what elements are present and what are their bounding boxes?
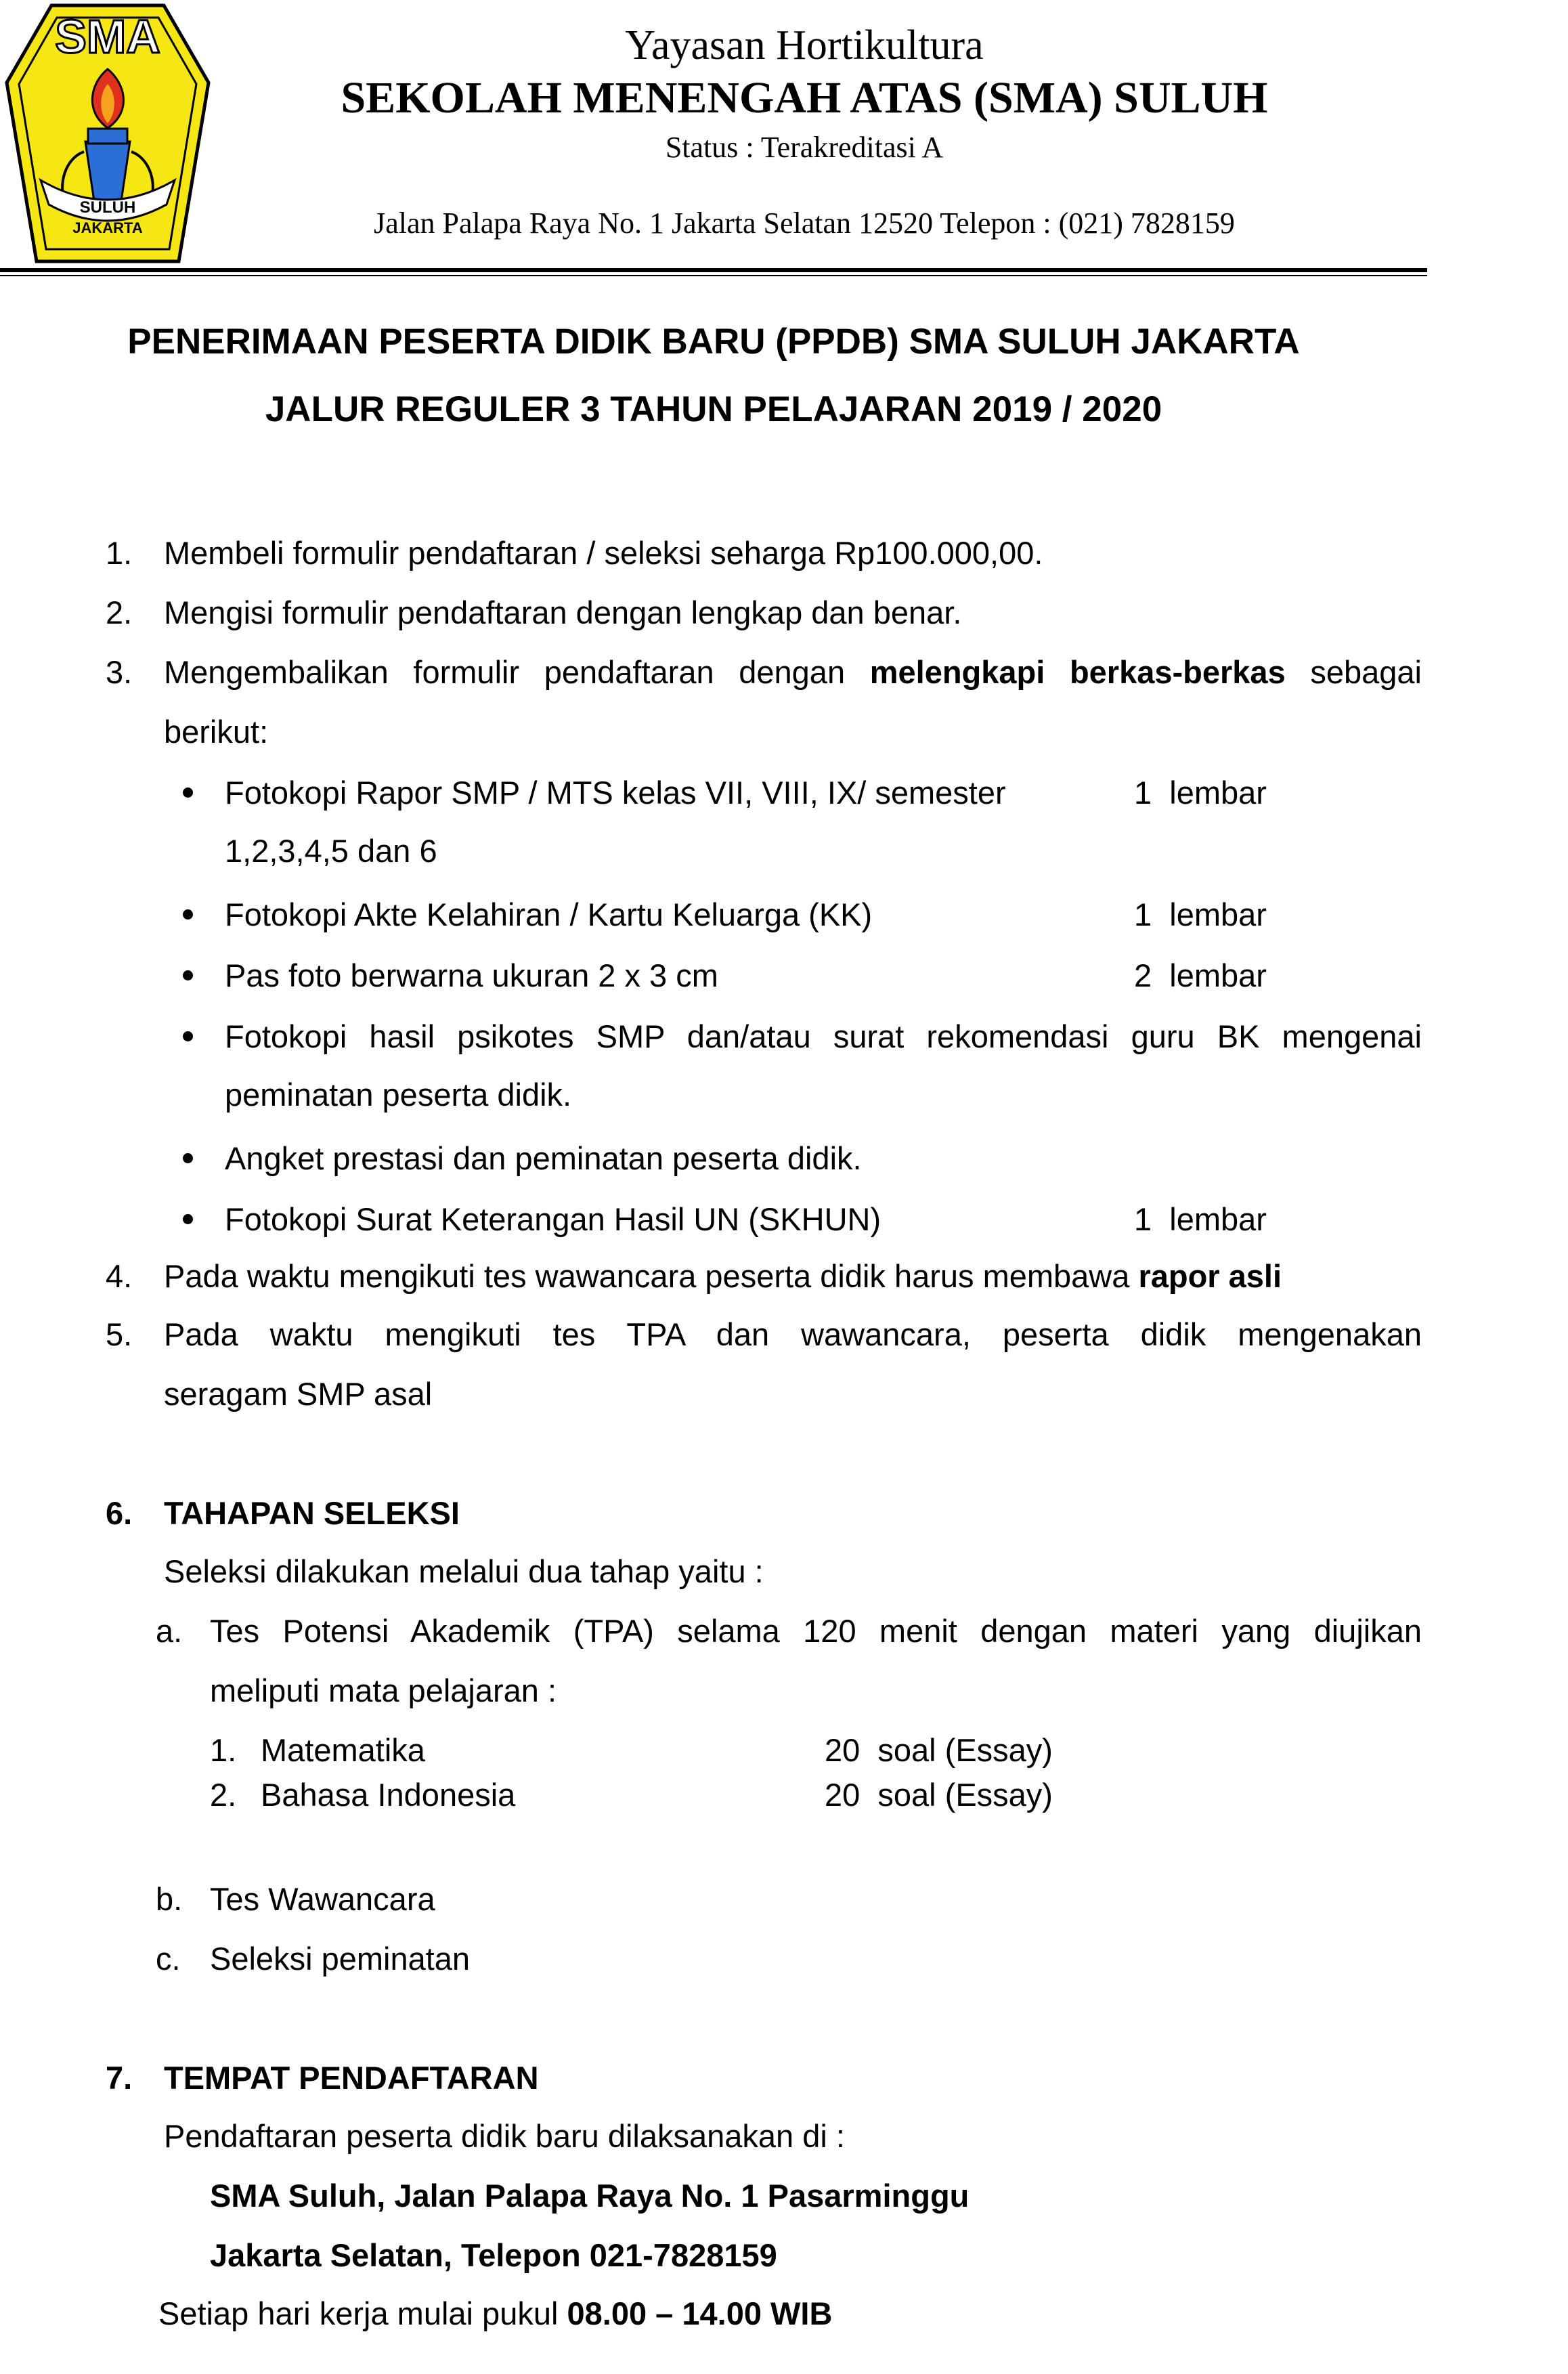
registration-place-line1: SMA Suluh, Jalan Palapa Raya No. 1 Pasarminggu bbox=[210, 2178, 970, 2214]
letterhead-divider-thin bbox=[0, 275, 1427, 276]
item-number: 4. bbox=[106, 1258, 133, 1294]
item-text-regular: Mengembalikan formulir pendaftaran dengan bbox=[164, 654, 870, 690]
document-item-text: Fotokopi Rapor SMP / MTS kelas VII, VIII, IX/ semester bbox=[225, 775, 1006, 811]
item-number: 3. bbox=[106, 654, 133, 690]
document-item-text: Angket prestasi dan peminatan peserta didik. bbox=[225, 1140, 862, 1176]
section-intro: Seleksi dilakukan melalui dua tahap yaitu : bbox=[164, 1553, 764, 1589]
sub-item-continuation: meliputi mata pelajaran : bbox=[210, 1672, 557, 1708]
item-text-regular: sebagai bbox=[1285, 654, 1422, 690]
document-item-quantity: 2 lembar bbox=[1134, 957, 1267, 993]
item-text-continuation: seragam SMP asal bbox=[164, 1376, 433, 1412]
logo-ribbon-text: SULUH bbox=[79, 198, 136, 217]
letterhead-divider-thick bbox=[0, 268, 1427, 272]
item-text-regular: Pada waktu mengikuti tes wawancara peserta didik harus membawa bbox=[164, 1258, 1139, 1294]
bullet-icon bbox=[183, 909, 193, 920]
item-text-bold: melengkapi berkas-berkas bbox=[869, 654, 1286, 690]
item-text: Membeli formulir pendaftaran / seleksi seharga Rp100.000,00. bbox=[164, 535, 1043, 571]
item-text bbox=[164, 1260, 1282, 1292]
section-number: 7. bbox=[106, 2060, 133, 2096]
item-number: 2. bbox=[106, 595, 133, 630]
subject-detail: 20 soal (Essay) bbox=[825, 1732, 1053, 1768]
registration-hours-label: Setiap hari kerja mulai pukul bbox=[158, 2295, 567, 2331]
document-item-text: Fotokopi hasil psikotes SMP dan/atau surat rekomendasi guru BK mengenai bbox=[225, 1018, 1422, 1054]
document-item-quantity: 1 lembar bbox=[1134, 1201, 1267, 1237]
section-heading: TAHAPAN SELEKSI bbox=[164, 1495, 460, 1531]
registration-hours bbox=[158, 2297, 832, 2329]
school-address: Jalan Palapa Raya No. 1 Jakarta Selatan 12520 Telepon : (021) 7828159 bbox=[374, 207, 1235, 240]
subject-number: 1. bbox=[210, 1732, 237, 1768]
section-heading: TEMPAT PENDAFTARAN bbox=[164, 2060, 539, 2096]
document-title-line2: JALUR REGULER 3 TAHUN PELAJARAN 2019 / 2020 bbox=[265, 389, 1162, 429]
document-item-quantity: 1 lembar bbox=[1134, 775, 1267, 811]
sub-item-text: Seleksi peminatan bbox=[210, 1941, 471, 1977]
accreditation-status: Status : Terakreditasi A bbox=[665, 131, 944, 164]
registration-place-line2: Jakarta Selatan, Telepon 021-7828159 bbox=[210, 2237, 777, 2273]
sub-item-text: Tes Wawancara bbox=[210, 1881, 435, 1917]
bullet-icon bbox=[183, 970, 193, 980]
registration-hours-time: 08.00 – 14.00 WIB bbox=[567, 2295, 833, 2331]
document-item-continuation: 1,2,3,4,5 dan 6 bbox=[225, 833, 437, 869]
bullet-icon bbox=[183, 1153, 193, 1163]
section-intro: Pendaftaran peserta didik baru dilaksanakan di : bbox=[164, 2118, 845, 2154]
school-name: SEKOLAH MENENGAH ATAS (SMA) SULUH bbox=[341, 73, 1268, 123]
subject-detail: 20 soal (Essay) bbox=[825, 1777, 1053, 1813]
bullet-icon bbox=[183, 1031, 193, 1041]
letterhead bbox=[0, 0, 1568, 284]
document-title-line1: PENERIMAAN PESERTA DIDIK BARU (PPDB) SMA SULUH JAKARTA bbox=[127, 322, 1300, 362]
subject-number: 2. bbox=[210, 1777, 237, 1813]
section-number: 6. bbox=[106, 1495, 133, 1531]
item-text-continuation: berikut: bbox=[164, 714, 269, 750]
document-item-quantity: 1 lembar bbox=[1134, 897, 1267, 932]
sub-item-label: c. bbox=[156, 1941, 181, 1977]
document-item-text: Pas foto berwarna ukuran 2 x 3 cm bbox=[225, 957, 718, 993]
logo-top-text: SMA bbox=[55, 10, 160, 63]
sub-item-text: Tes Potensi Akademik (TPA) selama 120 menit dengan materi yang diujikan bbox=[210, 1613, 1422, 1649]
subject-name: Bahasa Indonesia bbox=[261, 1777, 516, 1813]
subject-name: Matematika bbox=[261, 1732, 425, 1768]
bullet-icon bbox=[183, 1214, 193, 1224]
logo-bottom-text: JAKARTA bbox=[72, 219, 143, 236]
sub-item-label: b. bbox=[156, 1881, 183, 1917]
item-text bbox=[164, 656, 1422, 688]
bullet-icon bbox=[183, 787, 193, 798]
document-item-continuation: peminatan peserta didik. bbox=[225, 1077, 572, 1113]
item-text-bold: rapor asli bbox=[1138, 1258, 1282, 1294]
sub-item-label: a. bbox=[156, 1613, 183, 1649]
document-item-text: Fotokopi Akte Kelahiran / Kartu Keluarga (KK) bbox=[225, 897, 873, 932]
item-number: 1. bbox=[106, 535, 133, 571]
item-number: 5. bbox=[106, 1316, 133, 1352]
item-text: Pada waktu mengikuti tes TPA dan wawancara, peserta didik mengenakan bbox=[164, 1316, 1422, 1352]
foundation-name: Yayasan Hortikultura bbox=[625, 22, 984, 68]
document-item-text: Fotokopi Surat Keterangan Hasil UN (SKHUN) bbox=[225, 1201, 881, 1237]
item-text: Mengisi formulir pendaftaran dengan lengkap dan benar. bbox=[164, 595, 962, 630]
